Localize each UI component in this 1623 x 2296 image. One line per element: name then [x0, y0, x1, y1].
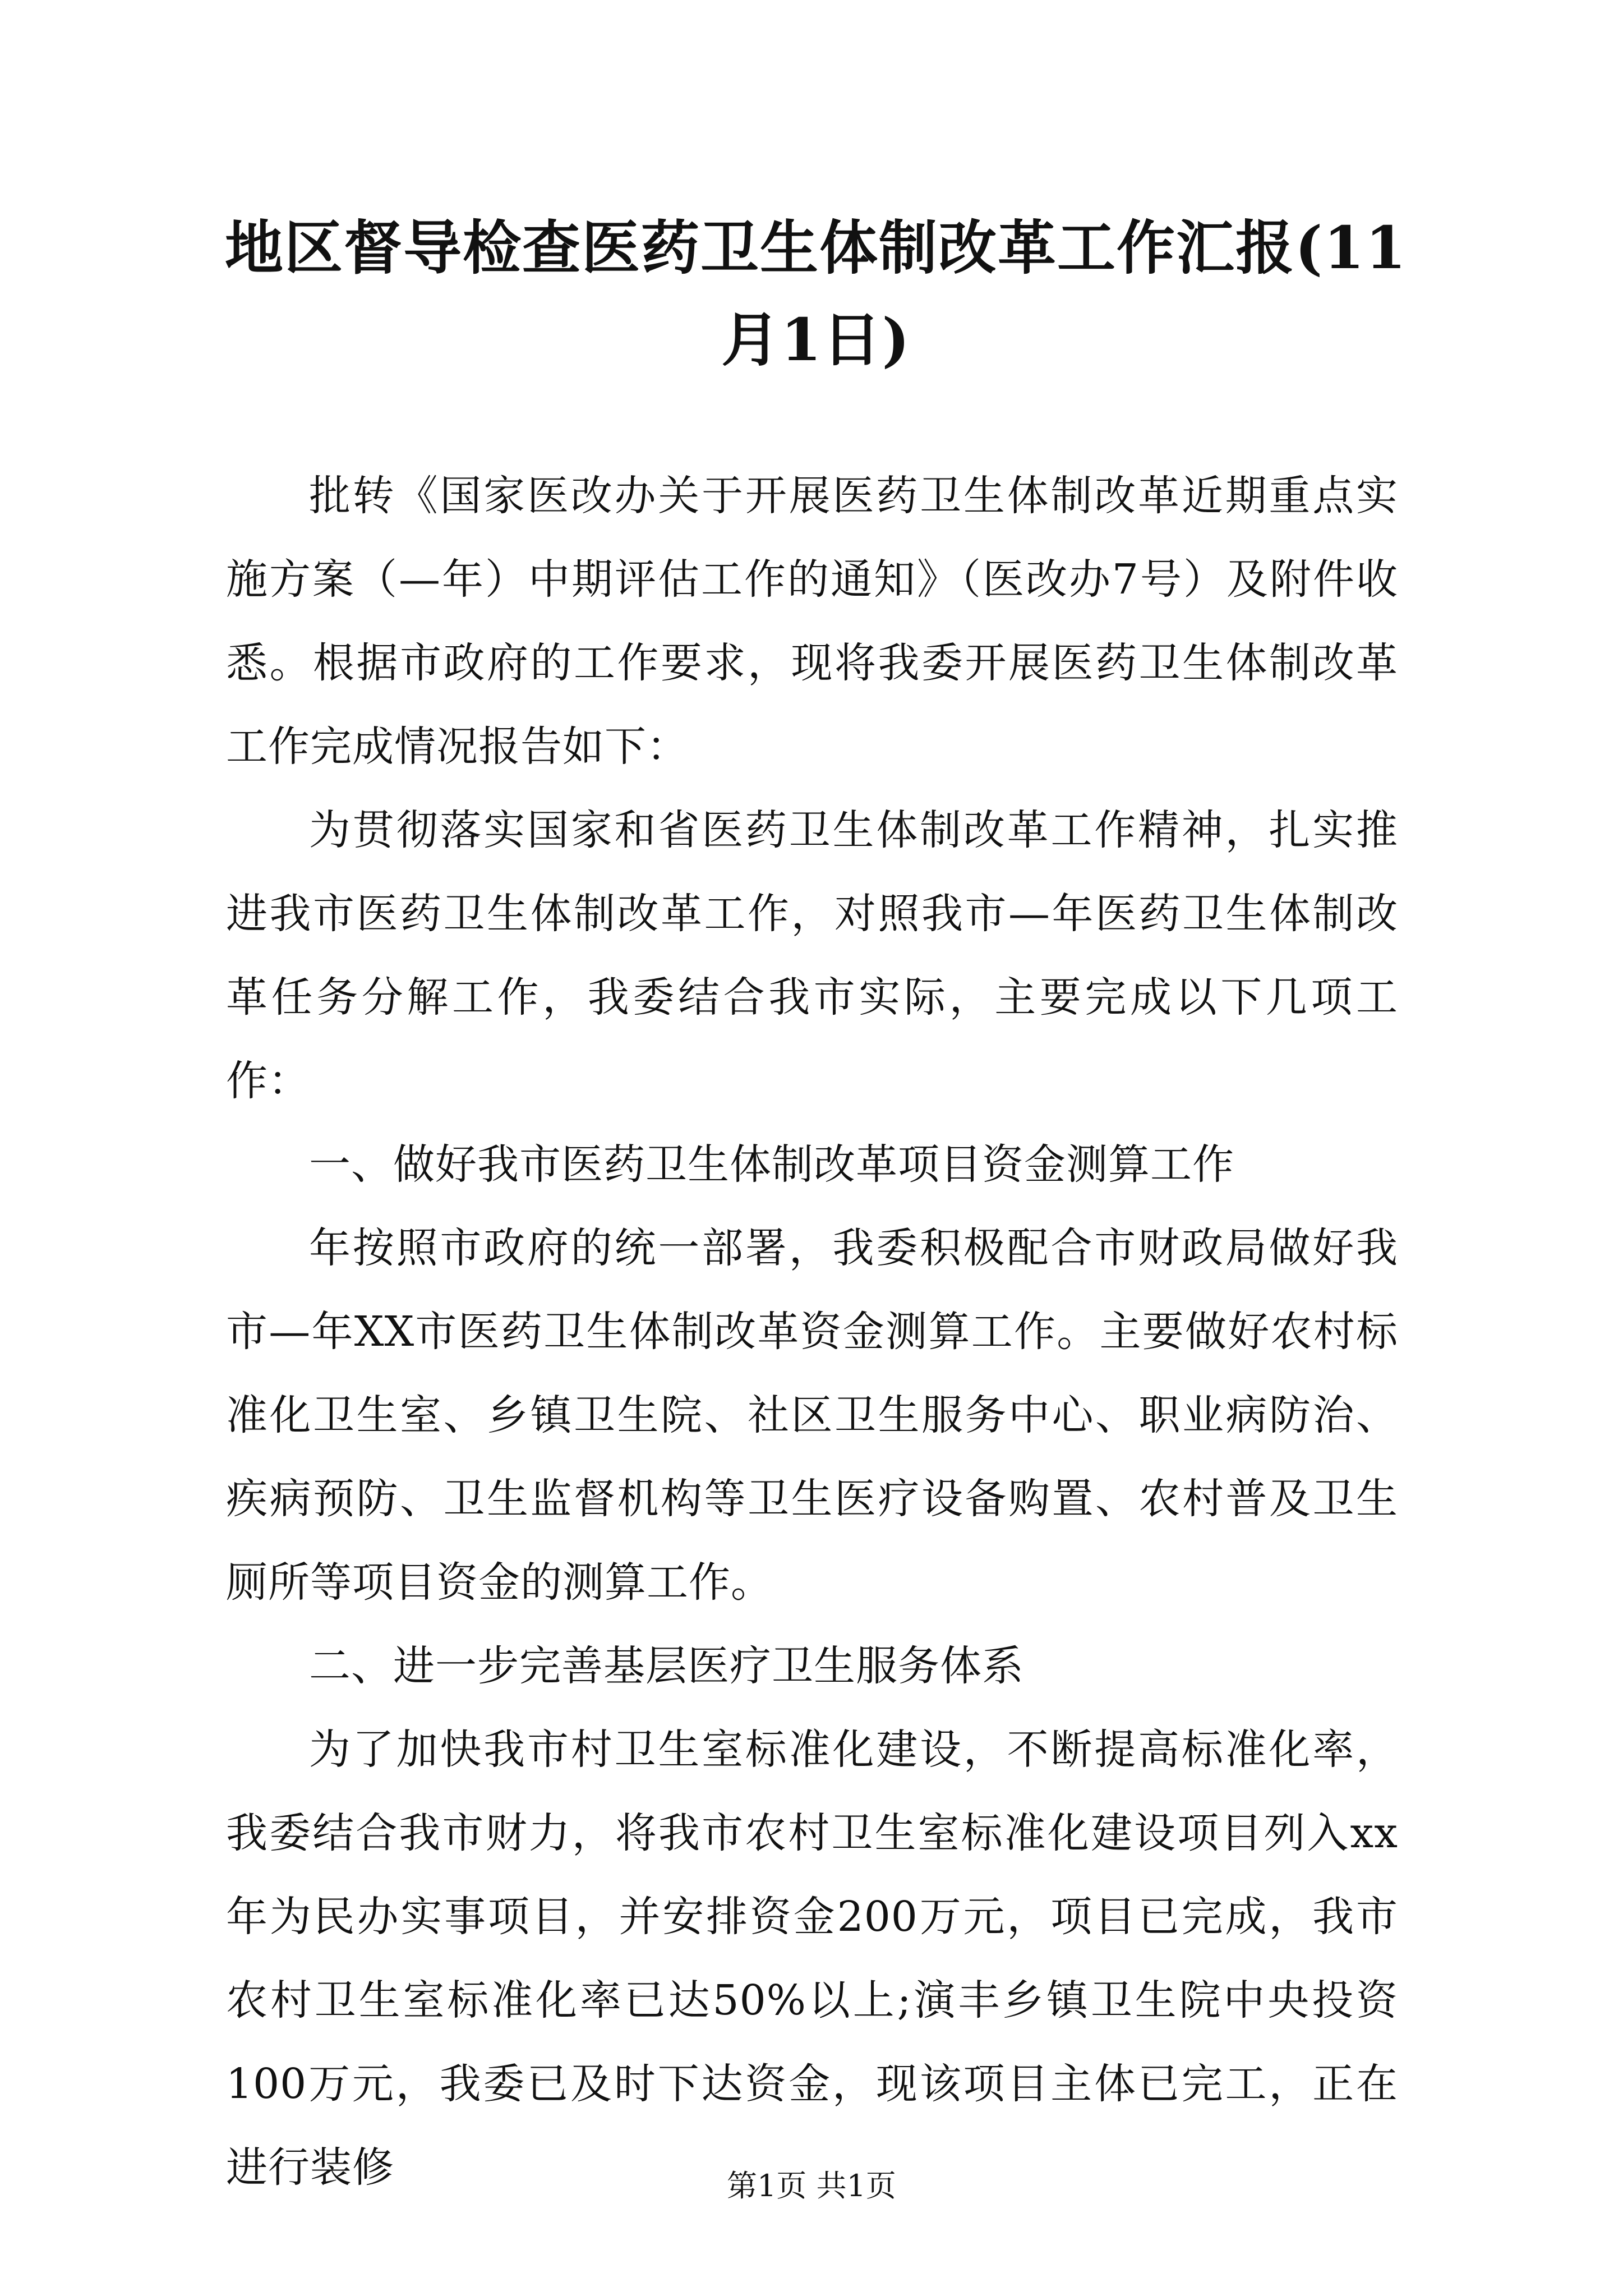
page-footer: 第1页 共1页 — [727, 2168, 896, 2203]
document-title: 地区督导检查医药卫生体制改革工作汇报(11月1日) — [225, 213, 1407, 374]
section-heading-2: 二、进一步完善基层医疗卫生服务体系 — [309, 1642, 1024, 1690]
paragraph-overview: 为贯彻落实国家和省医药卫生体制改革工作精神，扎实推进我市医药卫生体制改革工作，对照我市—年医药卫生体制改革任务分解工作，我委结合我市实际，主要完成以下几项工作： — [226, 806, 1398, 1105]
section-heading-1: 一、做好我市医药卫生体制改革项目资金测算工作 — [309, 1140, 1234, 1189]
paragraph-intro: 批转《国家医改办关于开展医药卫生体制改革近期重点实施方案（—年）中期评估工作的通知》（医改办7号）及附件收悉。根据市政府的工作要求，现将我委开展医药卫生体制改革工作完成情况报告如下： — [226, 472, 1398, 771]
document-body — [226, 454, 1398, 2210]
paragraph-section-1: 年按照市政府的统一部署，我委积极配合市财政局做好我市—年XX市医药卫生体制改革资金测算工作。主要做好农村标准化卫生室、乡镇卫生院、社区卫生服务中心、职业病防治、疾病预防、卫生监督机构等卫生医疗设备购置、农村普及卫生厕所等项目资金的测算工作。 — [226, 1224, 1398, 1607]
paragraph-section-2: 为了加快我市村卫生室标准化建设，不断提高标准化率，我委结合我市财力，将我市农村卫生室标准化建设项目列入xx年为民办实事项目，并安排资金200万元，项目已完成，我市农村卫生室标准化率已达50%以上;演丰乡镇卫生院中央投资100万元，我委已及时下达资金，现该项目主体已完工，正在进行装修 — [226, 1726, 1398, 2192]
